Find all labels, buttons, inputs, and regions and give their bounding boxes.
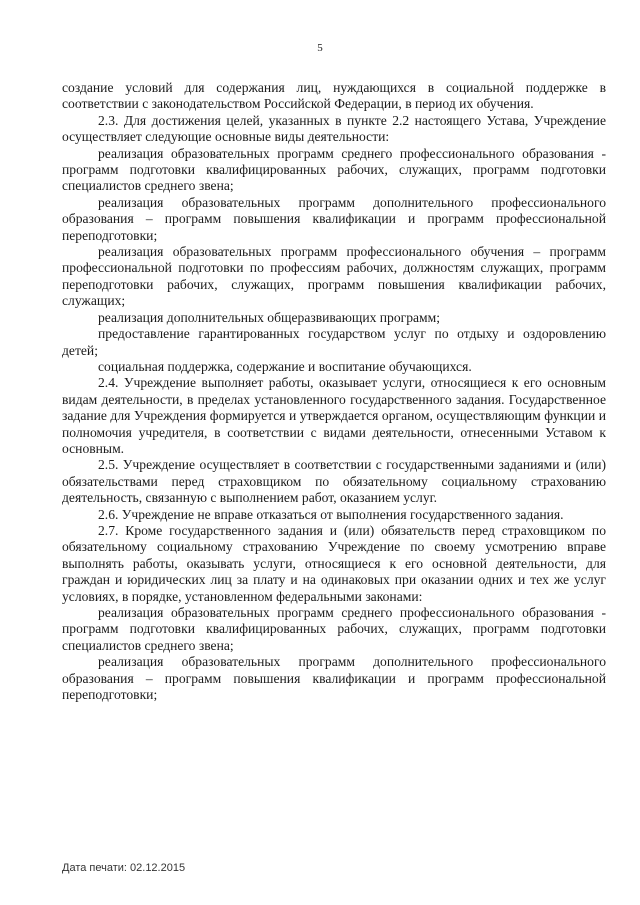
paragraph: реализация образовательных программ среднего профессионального образования - программ подготовки квалифицированных рабочих, служащих, программ подготовки специалистов среднего звена; xyxy=(62,605,606,653)
paragraph: 2.7. Кроме государственного задания и (или) обязательств перед страховщиком по обязательному социальному страхованию Учреждение по своему усмотрению вправе выполнять работы, оказывать услуги, относящиеся к его основной деятельности, для граждан и юридических лиц за плату и на одинаковых при оказании одних и тех же услуг условиях, в порядке, установленном федеральными законами: xyxy=(62,522,606,604)
paragraph: реализация образовательных программ дополнительного профессионального образования – программ повышения квалификации и программ профессиональной переподготовки; xyxy=(62,654,606,703)
paragraph: реализация дополнительных общеразвивающих программ; xyxy=(98,309,441,325)
paragraph: реализация образовательных программ профессионального обучения – программ профессиональной подготовки по профессиям рабочих, должностям служащих, программ переподготовки рабочих, служащих, программ повышения квалификации рабочих, служащих; xyxy=(62,244,606,309)
paragraph: 2.3. Для достижения целей, указанных в пункте 2.2 настоящего Устава, Учреждение осуществляет следующие основные виды деятельности: xyxy=(62,112,606,145)
paragraph: 2.4. Учреждение выполняет работы, оказывает услуги, относящиеся к его основным видам деятельности, в пределах установленного государственного задания. Государственное задание для Учреждения формируется и утверждается органом, осуществляющим функции и полномочия учредителя, в соответствии с видами деятельности, отнесенными Уставом к основным. xyxy=(62,375,606,456)
paragraph: реализация образовательных программ дополнительного профессионального образования – программ повышения квалификации и программ профессиональной переподготовки; xyxy=(62,194,606,243)
document-body xyxy=(62,80,606,703)
paragraph: социальная поддержка, содержание и воспитание обучающихся. xyxy=(98,358,472,374)
print-date: Дата печати: 02.12.2015 xyxy=(62,862,186,874)
paragraph: создание условий для содержания лиц, нуждающихся в социальной поддержке в соответствии с законодательством Российской Федерации, в период их обучения. xyxy=(62,80,606,112)
page-number: 5 xyxy=(317,42,323,54)
paragraph: 2.5. Учреждение осуществляет в соответствии с государственными заданиями и (или) обязательствами перед страховщиком по обязательному социальному страхованию деятельность, связанную с выполнением работ, оказанием услуг. xyxy=(62,457,606,506)
paragraph: 2.6. Учреждение не вправе отказаться от выполнения государственного задания. xyxy=(98,506,564,522)
paragraph: предоставление гарантированных государством услуг по отдыху и оздоровлению детей; xyxy=(62,326,606,358)
paragraph: реализация образовательных программ среднего профессионального образования - программ подготовки квалифицированных рабочих, служащих, программ подготовки специалистов среднего звена; xyxy=(62,145,606,194)
